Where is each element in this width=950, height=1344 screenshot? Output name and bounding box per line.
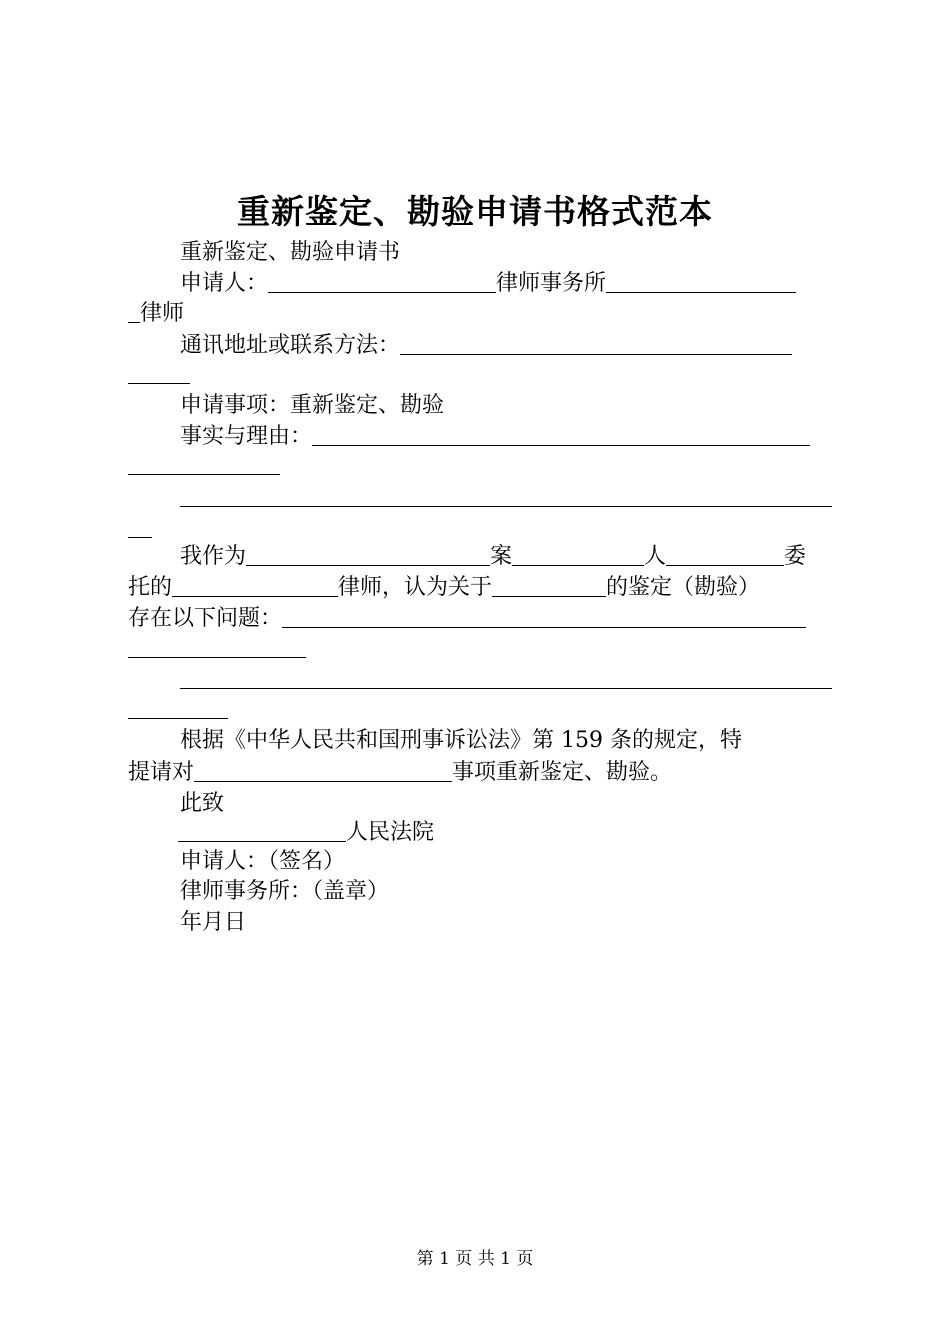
lawyer-label: 律师 xyxy=(140,301,185,326)
reason-blank-2-continued xyxy=(128,537,152,538)
request-pre: 提请对 xyxy=(128,760,195,785)
issues-blank-continued xyxy=(128,657,306,658)
address-blank-continued xyxy=(128,383,190,384)
sign-applicant: 申请人：（签名） xyxy=(180,849,346,874)
statement-p4: 委 xyxy=(784,544,807,569)
subtitle: 重新鉴定、勘验申请书 xyxy=(180,240,401,265)
court-label: 人民法院 xyxy=(346,820,435,845)
matter-line: 申请事项：重新鉴定、勘验 xyxy=(180,393,445,418)
reason-blank xyxy=(312,423,810,446)
issues-blank-2-continued xyxy=(128,718,228,719)
salutation: 此致 xyxy=(180,791,225,816)
law-line: 根据《中华人民共和国刑事诉讼法》第 159 条的规定，特 xyxy=(180,728,742,753)
request-blank xyxy=(194,759,452,782)
reason-blank-continued xyxy=(128,474,280,475)
sign-law-firm: 律师事务所：（盖章） xyxy=(180,879,390,904)
statement-p3: 人 xyxy=(644,544,667,569)
lawyer-line xyxy=(128,299,184,329)
address-label: 通讯地址或联系方法： xyxy=(180,333,401,358)
statement-line-1 xyxy=(180,542,806,572)
date-line: 年月日 xyxy=(180,910,247,935)
statement-p5: 托的 xyxy=(128,575,173,600)
party-blank xyxy=(512,543,644,566)
statement-line-2 xyxy=(128,573,760,603)
page-footer: 第 1 页 共 1 页 xyxy=(416,1249,534,1269)
applicant-line xyxy=(180,269,796,299)
lawyer-blank xyxy=(128,300,140,323)
statement-p2: 案 xyxy=(490,544,513,569)
law-firm-label: 律师事务所 xyxy=(496,271,607,296)
statement-p8: 存在以下问题： xyxy=(128,606,283,631)
request-line xyxy=(128,758,672,788)
address-blank xyxy=(400,332,792,355)
request-post: 事项重新鉴定、勘验。 xyxy=(452,760,673,785)
court-line xyxy=(178,818,434,848)
reason-label: 事实与理由： xyxy=(180,424,313,449)
applicant-label: 申请人： xyxy=(180,271,269,296)
court-blank xyxy=(178,819,346,842)
statement-p1: 我作为 xyxy=(180,544,247,569)
case-blank xyxy=(246,543,490,566)
statement-p6: 律师，认为关于 xyxy=(338,575,493,600)
reason-blank-2 xyxy=(180,506,832,507)
subject-blank xyxy=(492,574,606,597)
issues-blank xyxy=(282,605,806,628)
lawyer-name-blank xyxy=(172,574,338,597)
issues-blank-2 xyxy=(180,688,832,689)
document-title: 重新鉴定、勘验申请书格式范本 xyxy=(237,192,713,231)
statement-line-3 xyxy=(128,604,806,634)
applicant-blank xyxy=(268,270,496,293)
law-firm-blank xyxy=(606,270,796,293)
statement-p7: 的鉴定（勘验） xyxy=(606,575,761,600)
reason-line xyxy=(180,422,810,452)
address-line xyxy=(180,331,792,361)
person-blank xyxy=(666,543,784,566)
